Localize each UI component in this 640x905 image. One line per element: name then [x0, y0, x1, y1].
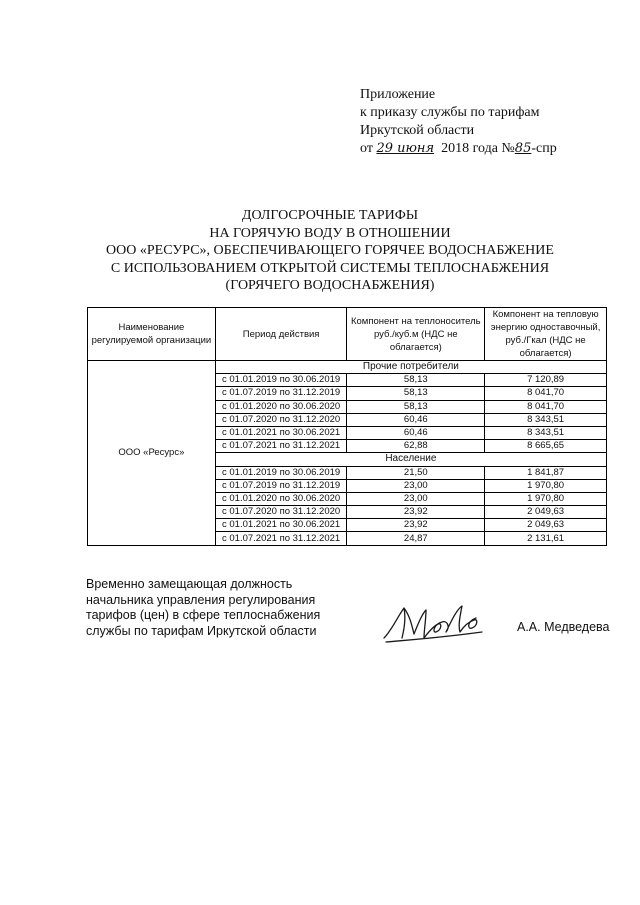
period-cell: с 01.07.2019 по 31.12.2019 — [215, 479, 347, 492]
period-cell: с 01.01.2019 по 30.06.2019 — [215, 374, 347, 387]
header-carrier: Компонент на теплоноситель руб./куб.м (НДС не облагается) — [347, 308, 485, 361]
energy-cell: 8 343,51 — [485, 426, 607, 439]
handwritten-date: 29 июня — [376, 141, 435, 156]
signatory-name: А.А. Медведева — [517, 620, 610, 634]
carrier-cell: 23,92 — [347, 519, 485, 532]
title-line-1: ДОЛГОСРОЧНЫЕ ТАРИФЫ — [241, 208, 419, 223]
document-title — [60, 207, 600, 295]
period-cell: с 01.01.2020 по 30.06.2020 — [215, 400, 347, 413]
date-prefix: от — [360, 141, 373, 156]
position-line-1: Временно замещающая должность — [86, 577, 293, 591]
period-cell: с 01.01.2021 по 30.06.2021 — [215, 519, 347, 532]
header-period: Период действия — [215, 308, 347, 361]
appendix-block — [360, 86, 620, 158]
tariff-table — [87, 307, 607, 546]
period-cell: с 01.01.2021 по 30.06.2021 — [215, 426, 347, 439]
period-cell: с 01.07.2019 по 31.12.2019 — [215, 387, 347, 400]
date-year: 2018 года № — [441, 141, 515, 156]
order-suffix: -спр — [531, 141, 557, 156]
energy-cell: 1 841,87 — [485, 466, 607, 479]
group-label: Прочие потребители — [215, 361, 606, 374]
carrier-cell: 60,46 — [347, 426, 485, 439]
period-cell: с 01.07.2020 по 31.12.2020 — [215, 506, 347, 519]
carrier-cell: 21,50 — [347, 466, 485, 479]
energy-cell: 7 120,89 — [485, 374, 607, 387]
title-line-4: С ИСПОЛЬЗОВАНИЕМ ОТКРЫТОЙ СИСТЕМЫ ТЕПЛОСНАБЖЕНИЯ — [110, 260, 550, 276]
period-cell: с 01.01.2020 по 30.06.2020 — [215, 492, 347, 505]
position-line-2: начальника управления регулирования — [86, 592, 316, 607]
carrier-cell: 62,88 — [347, 440, 485, 453]
energy-cell: 2 131,61 — [485, 532, 607, 545]
group-label: Население — [215, 453, 606, 466]
position-line-3: тарифов (цен) в сфере теплоснабжения — [86, 608, 321, 622]
energy-cell: 8 343,51 — [485, 413, 607, 426]
handwritten-signature-icon — [378, 600, 488, 646]
appendix-date-line — [360, 140, 620, 158]
energy-cell: 2 049,63 — [485, 506, 607, 519]
energy-cell: 8 665,65 — [485, 440, 607, 453]
group-row — [88, 361, 607, 374]
energy-cell: 2 049,63 — [485, 519, 607, 532]
title-line-5: (ГОРЯЧЕГО ВОДОСНАБЖЕНИЯ) — [225, 278, 435, 293]
period-cell: с 01.01.2019 по 30.06.2019 — [215, 466, 347, 479]
carrier-cell: 58,13 — [347, 400, 485, 413]
header-energy: Компонент на тепловую энергию одноставочный, руб./Гкал (НДС не облагается) — [485, 308, 607, 361]
org-name-cell: ООО «Ресурс» — [88, 361, 216, 546]
carrier-cell: 23,92 — [347, 506, 485, 519]
carrier-cell: 24,87 — [347, 532, 485, 545]
appendix-line-1: Приложение — [360, 87, 436, 102]
period-cell: с 01.07.2021 по 31.12.2021 — [215, 532, 347, 545]
appendix-line-3: Иркутской области — [360, 123, 475, 138]
period-cell: с 01.07.2021 по 31.12.2021 — [215, 440, 347, 453]
energy-cell: 8 041,70 — [485, 387, 607, 400]
energy-cell: 1 970,80 — [485, 479, 607, 492]
appendix-line-2: к приказу службы по тарифам — [360, 105, 540, 120]
signatory-position — [86, 577, 346, 639]
carrier-cell: 58,13 — [347, 387, 485, 400]
period-cell: с 01.07.2020 по 31.12.2020 — [215, 413, 347, 426]
carrier-cell: 60,46 — [347, 413, 485, 426]
energy-cell: 8 041,70 — [485, 400, 607, 413]
position-line-4: службы по тарифам Иркутской области — [86, 623, 317, 638]
order-number: 85 — [514, 141, 532, 156]
title-line-2: НА ГОРЯЧУЮ ВОДУ В ОТНОШЕНИИ — [209, 225, 451, 241]
energy-cell: 1 970,80 — [485, 492, 607, 505]
title-line-3: ООО «РЕСУРС», ОБЕСПЕЧИВАЮЩЕГО ГОРЯЧЕЕ ВОДОСНАБЖЕНИЕ — [106, 243, 554, 258]
carrier-cell: 23,00 — [347, 492, 485, 505]
table-header-row — [88, 308, 607, 361]
carrier-cell: 58,13 — [347, 374, 485, 387]
carrier-cell: 23,00 — [347, 479, 485, 492]
header-org: Наименование регулируемой организации — [88, 308, 216, 361]
